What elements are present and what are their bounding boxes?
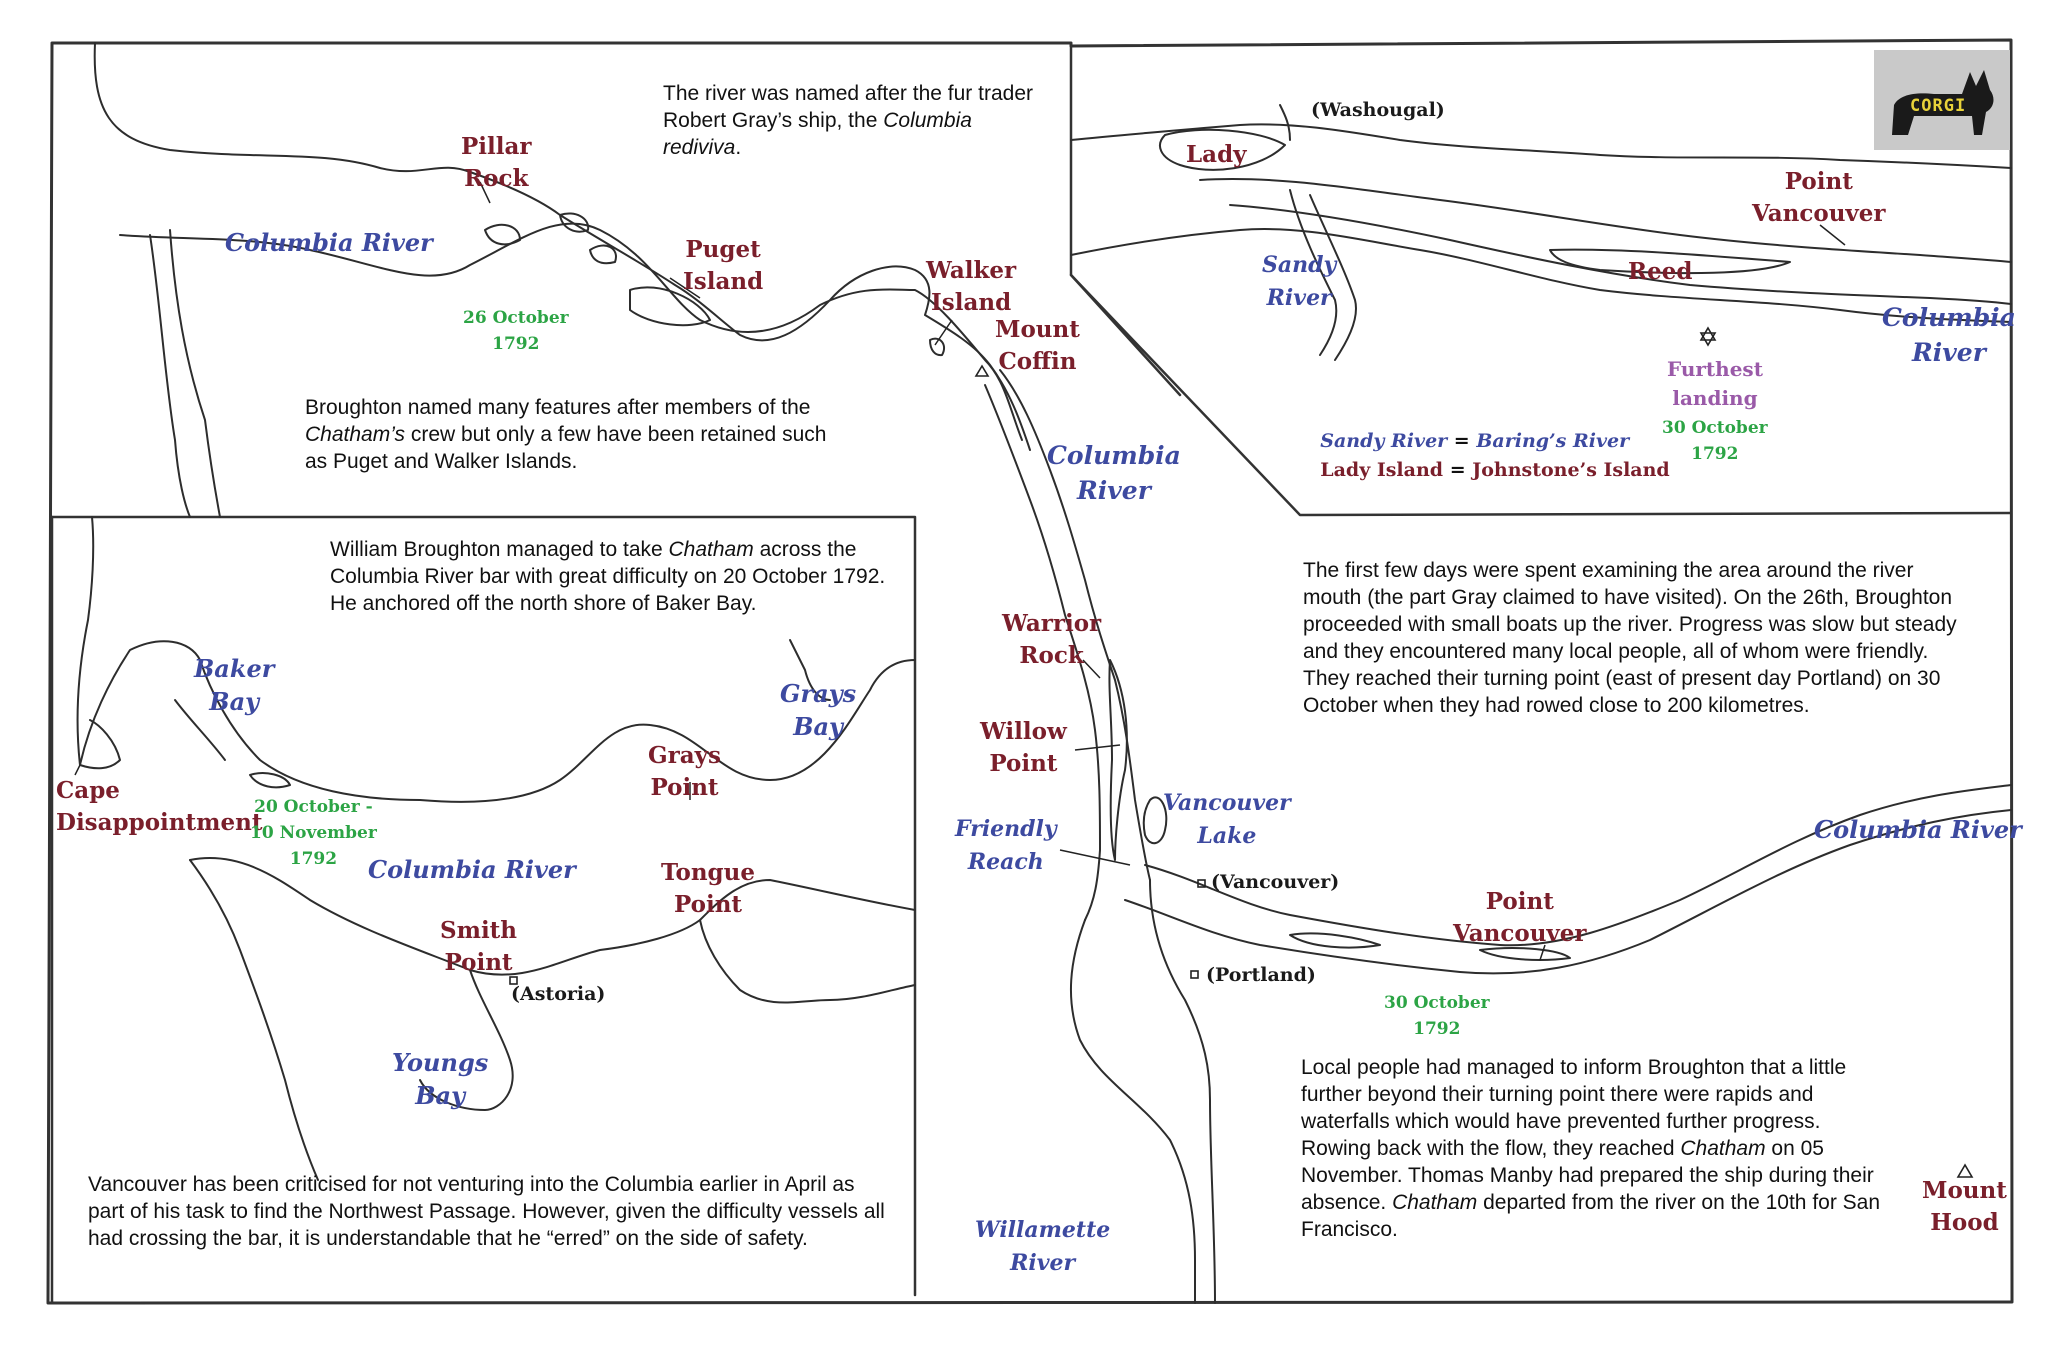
east-island-1 bbox=[1290, 933, 1380, 947]
label-cape-disappointment: Cape Disappointment bbox=[56, 777, 263, 836]
label-date-20-october: 20 October - 10 November 1792 bbox=[250, 797, 377, 869]
label-columbia-river-tr: Columbia River bbox=[1882, 303, 2016, 367]
label-point-vancouver-tr: Point Vancouver bbox=[1752, 168, 1886, 227]
furthest-landing-star-down bbox=[1701, 333, 1715, 345]
label-warrior-rock: Warrior Rock bbox=[1002, 610, 1102, 669]
washougal-inlet bbox=[1280, 105, 1290, 140]
label-youngs-bay: Youngs Bay bbox=[392, 1048, 489, 1110]
tr-south-bank bbox=[1071, 229, 2011, 322]
label-date-26-october: 26 October 1792 bbox=[463, 308, 569, 354]
label-smith-point: Smith Point bbox=[440, 917, 518, 976]
label-astoria: (Astoria) bbox=[511, 983, 606, 1005]
logo-text: CORGI bbox=[1910, 96, 1967, 116]
label-walker-island: Walker Island bbox=[926, 257, 1017, 316]
tr-main-channel-south bbox=[1230, 205, 2011, 304]
label-columbia-river-mid: Columbia River bbox=[1047, 441, 1181, 505]
label-date-30-october-tr: 30 October 1792 bbox=[1662, 418, 1768, 464]
label-friendly-reach: Friendly Reach bbox=[955, 816, 1057, 875]
label-mount-coffin: Mount Coffin bbox=[995, 316, 1080, 375]
label-baker-bay: Baker Bay bbox=[194, 654, 275, 716]
note-progress: The first few days were spent examining the area around the river mouth (the part Gray claimed to have visited). On the 26th, Broughton proceeded with small boats up the river. Progress was slow but steady and they encountered many local people, all of whom were friendly. They reached their turning point (east of present day Portland) on 30 October when they had rowed close to 200 kilometres. bbox=[1303, 559, 1957, 717]
label-puget-island: Puget Island bbox=[683, 236, 764, 295]
island-c bbox=[590, 246, 616, 264]
label-point-vancouver-main: Point Vancouver bbox=[1453, 888, 1587, 947]
top-left-corner-line bbox=[1071, 275, 1180, 395]
label-lady-island: Lady bbox=[1186, 141, 1247, 168]
island-a bbox=[485, 225, 520, 245]
note-gray-ship: The river was named after the fur trader Robert Gray’s ship, the Columbia rediviva. bbox=[663, 82, 1033, 159]
bl-clatsop-spit bbox=[190, 860, 318, 1180]
label-grays-point: Grays Point bbox=[648, 742, 721, 801]
note-broughton-names: Broughton named many features after members of the Chatham’s crew but only a few have been retained such as Puget and Walker Islands. bbox=[305, 396, 827, 473]
label-sandy-river: Sandy River bbox=[1262, 252, 1337, 311]
label-date-30-october-main: 30 October 1792 bbox=[1384, 993, 1490, 1039]
note-return: Local people had managed to inform Broughton that a little further beyond their turning point there were rapids and waterfalls which would have prevented further progress. Rowing back with the flow, they reached Chatham on 05 November. Thomas Manby had prepared the ship during their absence. Chatham departed from the river on the 10th for San Francisco. bbox=[1301, 1056, 1881, 1241]
note-crossing-bar: William Broughton managed to take Chatham across the Columbia River bar with great difficulty on 20 October 1792. He anchored off the north shore of Baker Bay. bbox=[330, 538, 886, 615]
mount-coffin-triangle bbox=[976, 366, 988, 376]
label-vancouver-lake: Vancouver Lake bbox=[1163, 790, 1291, 849]
bl-tongue-point bbox=[700, 920, 915, 1003]
note-criticism: Vancouver has been criticised for not venturing into the Columbia earlier in April as part of his task to find the Northwest Passage. However, given the difficulty vessels all had crossing the bar, it is understandable that he “erred” on the side of safety. bbox=[88, 1173, 885, 1250]
corgi-logo bbox=[1874, 50, 2010, 150]
label-columbia-river-east: Columbia River bbox=[1814, 815, 2022, 844]
label-tongue-point: Tongue Point bbox=[661, 859, 755, 918]
label-columbia-river-tl: Columbia River bbox=[225, 228, 433, 257]
furthest-landing-star-up bbox=[1701, 328, 1715, 340]
top-left-west-coast bbox=[150, 235, 190, 517]
label-reed-island: Reed bbox=[1628, 258, 1693, 285]
equivalence-sandy-river: Sandy River = Baring’s River bbox=[1320, 430, 1630, 452]
label-willow-point: Willow Point bbox=[980, 718, 1067, 777]
label-willamette-river: Willamette River bbox=[975, 1217, 1111, 1276]
top-left-south-bank bbox=[170, 230, 220, 517]
label-portland-town: (Portland) bbox=[1206, 964, 1316, 986]
label-furthest-landing: Furthest landing bbox=[1667, 357, 1763, 410]
label-washougal: (Washougal) bbox=[1311, 99, 1445, 121]
equivalence-lady-island: Lady Island = Johnstone’s Island bbox=[1320, 459, 1670, 481]
label-grays-bay: Grays Bay bbox=[780, 679, 857, 741]
label-vancouver-town: (Vancouver) bbox=[1211, 871, 1340, 893]
label-pillar-rock: Pillar Rock bbox=[461, 133, 532, 192]
willamette-east-bank bbox=[1150, 880, 1215, 1303]
label-mount-hood: Mount Hood bbox=[1922, 1177, 2007, 1236]
portland-square bbox=[1191, 971, 1198, 978]
label-columbia-river-bl: Columbia River bbox=[368, 855, 576, 884]
